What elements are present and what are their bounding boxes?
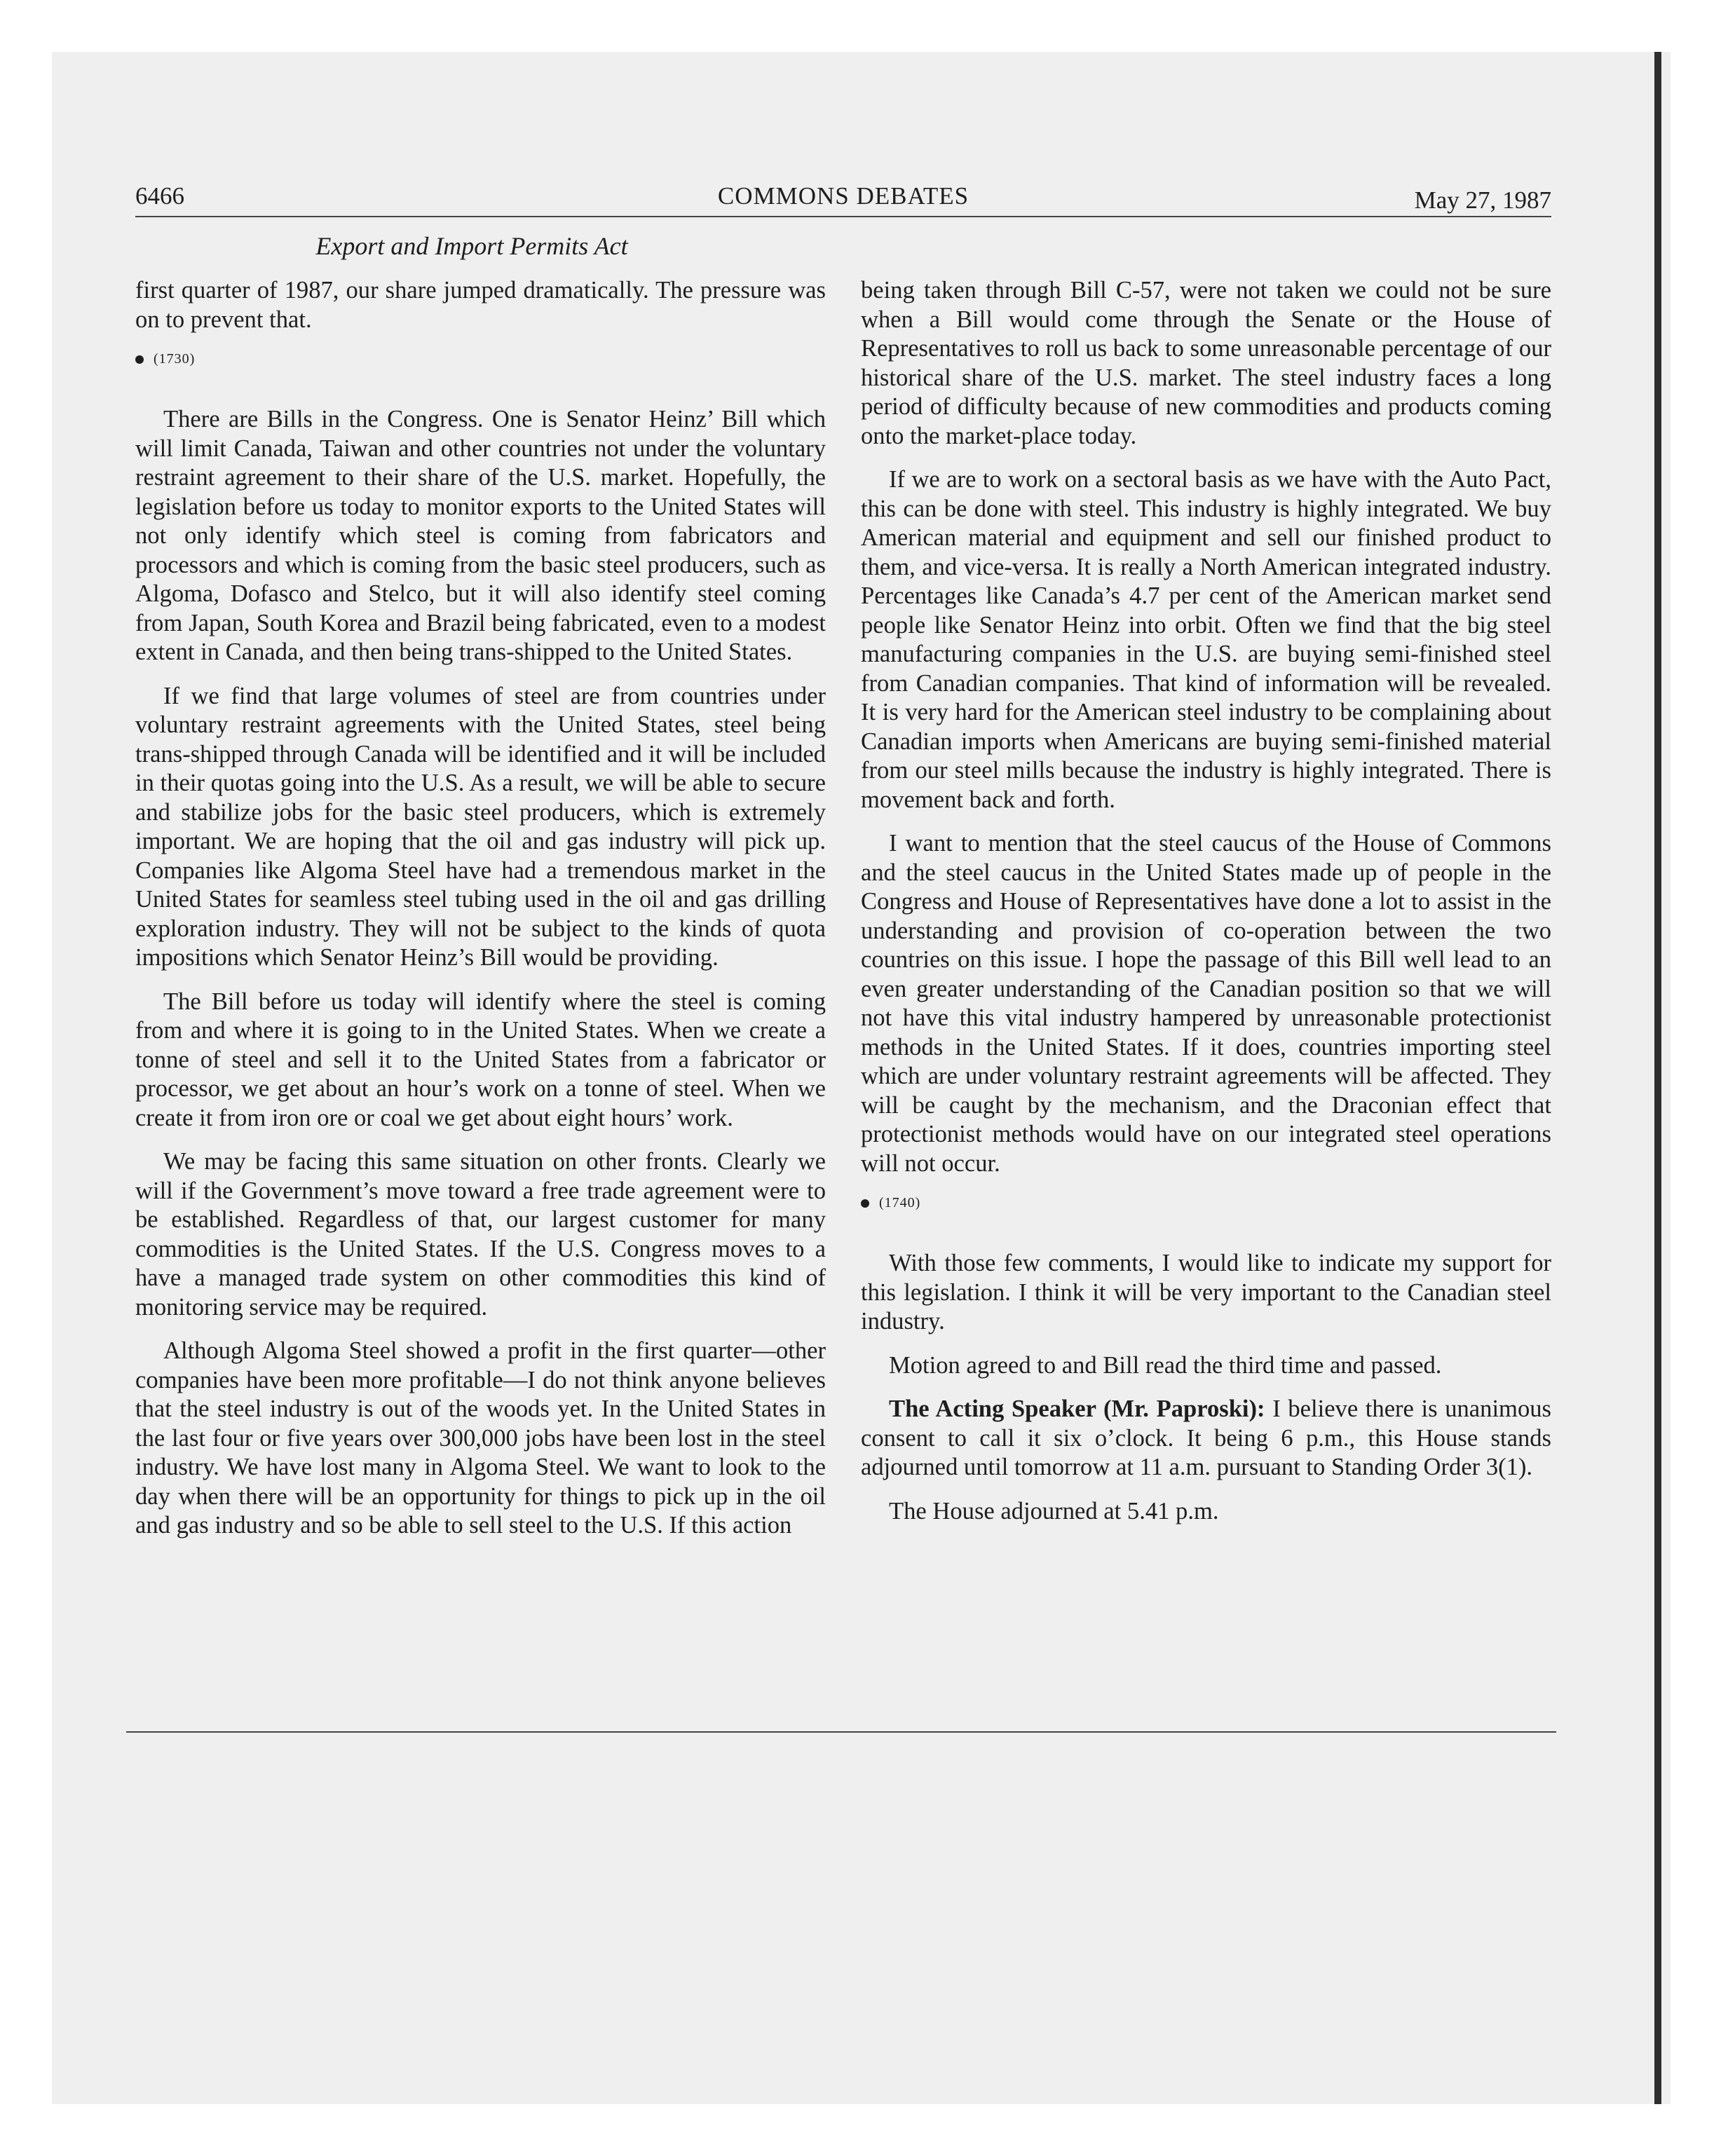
bullet-icon bbox=[861, 1199, 869, 1208]
speaker-name: The Acting Speaker (Mr. Paproski): bbox=[889, 1396, 1265, 1422]
paragraph: The Bill before us today will identify where the steel is coming from and where it is going to in the United States. When we create a tonne of steel and sell it to the United States from a fabricator or processor, we get about an hour’s work on a tonne of steel. When we create it from iron ore or coal we get about eight hours’ work. bbox=[135, 988, 826, 1131]
paragraph: first quarter of 1987, our share jumped dramatically. The pressure was on to prevent that. bbox=[135, 277, 826, 333]
scan-edge-shadow bbox=[1654, 52, 1661, 2104]
speaker-paragraph bbox=[861, 1395, 1551, 1482]
paragraph: Motion agreed to and Bill read the third time and passed. bbox=[889, 1351, 1442, 1379]
section-title: Export and Import Permits Act bbox=[315, 232, 628, 260]
paragraph: Although Algoma Steel showed a profit in the first quarter—other companies have been more profitable—I do not think anyone believes that the steel industry is out of the woods yet. In the United States in the last four or five years over 300,000 jobs have been lost in the steel industry. We have lost many in Algoma Steel. We want to look to the day when there will be an opportunity for things to pick up in the oil and gas industry and so be able to sell steel to the U.S. If this action bbox=[135, 1337, 826, 1538]
paragraph: being taken through Bill C-57, were not taken we could not be sure when a Bill would come through the Senate or the House of Representatives to roll us back to some unreasonable percentage of our historical share of the U.S. market. The steel industry faces a long period of difficulty because of new commodities and products coming onto the market-place today. bbox=[861, 277, 1551, 449]
time-marker bbox=[135, 349, 826, 369]
header-date: May 27, 1987 bbox=[1414, 186, 1551, 214]
journal-title: COMMONS DEBATES bbox=[717, 182, 969, 210]
time-marker bbox=[861, 1193, 1551, 1213]
paragraph: I want to mention that the steel caucus of the House of Commons and the steel caucus in the United States made up of people in the Congress and House of Representatives have done a lot to assist in the understanding and provision of co-operation between the two countries on this issue. I hope the passage of this Bill well lead to an even greater understanding of the Canadian position so that we will not have this vital industry hampered by unreasonable protectionist methods in the United States. If it does, countries importing steel which are under voluntary restraint agreements will be affected. They will be caught by the mechanism, and the Draconian effect that protectionist methods would have on our integrated steel operations will not occur. bbox=[861, 830, 1551, 1177]
right-column bbox=[861, 276, 1551, 1541]
paragraph: If we find that large volumes of steel are from countries under voluntary restraint agreements with the United States, steel being trans-shipped through Canada will be identified and it will be included in their quotas going into the U.S. As a result, we will be able to secure and stabilize jobs for the basic steel producers, which is extremely important. We are hoping that the oil and gas industry will pick up. Companies like Algoma Steel have had a tremendous market in the United States for seamless steel tubing used in the oil and gas drilling exploration industry. They will not be subject to the kinds of quota impositions which Senator Heinz’s Bill would be providing. bbox=[135, 682, 826, 971]
speaker-text: I believe there is unanimous consent to call it six o’clock. It being 6 p.m., this House stands adjourned until tomorrow at 11 a.m. pursuant to Standing Order 3(1). bbox=[861, 1396, 1551, 1480]
paragraph: With those few comments, I would like to indicate my support for this legislation. I think it will be very important to the Canadian steel industry. bbox=[861, 1250, 1551, 1335]
paragraph: We may be facing this same situation on other fronts. Clearly we will if the Government’s move toward a free trade agreement were to be established. Regardless of that, our largest customer for many commodities is the United States. If the U.S. Congress moves to a have a managed trade system on other commodities this kind of monitoring service may be required. bbox=[135, 1148, 826, 1321]
time-marker-label: (1730) bbox=[154, 351, 196, 367]
bullet-icon bbox=[135, 355, 144, 364]
bottom-rule bbox=[126, 1731, 1556, 1733]
running-header bbox=[135, 181, 1551, 217]
page-number: 6466 bbox=[135, 182, 184, 210]
time-marker-label: (1740) bbox=[879, 1195, 921, 1210]
left-column bbox=[135, 276, 826, 1555]
paragraph: If we are to work on a sectoral basis as we have with the Auto Pact, this can be done with steel. This industry is highly integrated. We buy American material and equipment and sell our finished product to them, and vice-versa. It is really a North American integrated industry. Percentages like Canada’s 4.7 per cent of the American market send people like Senator Heinz into orbit. Often we find that the big steel manufacturing companies in the U.S. are buying semi-finished steel from Canadian companies. That kind of information will be revealed. It is very hard for the American steel industry to be complaining about Canadian imports when Americans are buying semi-finished material from our steel mills because the industry is highly integrated. There is movement back and forth. bbox=[861, 466, 1551, 813]
paragraph: There are Bills in the Congress. One is Senator Heinz’ Bill which will limit Canada, Taiwan and other countries not under the voluntary restraint agreement to their share of the U.S. market. Hopefully, the legislation before us today to monitor exports to the United States will not only identify which steel is coming from fabricators and processors and which is coming from the basic steel producers, such as Algoma, Dofasco and Stelco, but it will also identify steel coming from Japan, South Korea and Brazil being fabricated, even to a modest extent in Canada, and then being trans-shipped to the United States. bbox=[135, 406, 826, 665]
paragraph: The House adjourned at 5.41 p.m. bbox=[889, 1497, 1219, 1524]
